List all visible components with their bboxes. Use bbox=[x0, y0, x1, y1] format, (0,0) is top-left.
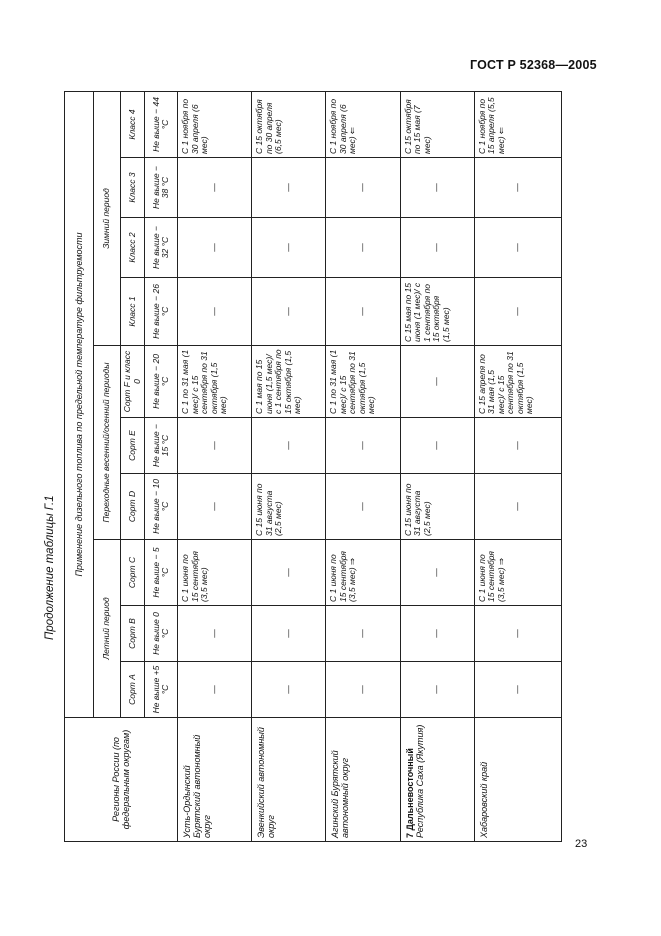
region-cell: Хабаровский край bbox=[474, 718, 561, 842]
table-cell: С 1 ноября по 30 апреля (6 мес) bbox=[178, 92, 252, 158]
table-cell: С 15 апреля по 31 мая (1,5 мес)/ с 15 сентября по 31 октября (1,5 мес) bbox=[474, 346, 561, 418]
table-cell: — bbox=[252, 540, 326, 606]
table-cell: — bbox=[178, 662, 252, 718]
table-cell: — bbox=[252, 418, 326, 474]
region-name: Республика Саха (Якутия) bbox=[414, 724, 425, 838]
table-cell: С 1 по 31 мая (1 мес)/ с 15 сентября по 31 октября (1,5 мес) bbox=[178, 346, 252, 418]
table-cell: С 1 мая по 15 июня (1,5 мес)/ с 1 сентября по 15 октября (1,5 мес) bbox=[252, 346, 326, 418]
table-cell: С 15 мая по 15 июня (1 мес)/ с 1 сентября по 15 октября (1,5 мес) bbox=[400, 278, 474, 346]
table-cell: — bbox=[326, 158, 400, 218]
table-cell: С 1 июня по 15 сентября (3,5 мес) ⇒ bbox=[326, 540, 400, 606]
table-cell: — bbox=[326, 662, 400, 718]
table-cell: С 1 по 31 мая (1 мес)/ с 15 сентября по 31 октября (1,5 мес) bbox=[326, 346, 400, 418]
limit-header: Не выше − 26 °С bbox=[145, 278, 178, 346]
table-cell: С 1 июня по 15 сентября (3,5 мес) bbox=[178, 540, 252, 606]
document-number: ГОСТ Р 52368—2005 bbox=[470, 58, 597, 72]
limit-header: Не выше +5 °С bbox=[145, 662, 178, 718]
table-cell: — bbox=[178, 278, 252, 346]
table-cell: — bbox=[178, 606, 252, 662]
table-cell: — bbox=[400, 218, 474, 278]
grade-header: Класс 1 bbox=[121, 278, 145, 346]
grade-header: Сорт F и класс 0 bbox=[121, 346, 145, 418]
table-row bbox=[400, 92, 474, 842]
region-cell: Усть-Ордынский Бурятский автономный округ bbox=[178, 718, 252, 842]
limit-header: Не выше − 10 °С bbox=[145, 474, 178, 540]
limit-header: Не выше − 20 °С bbox=[145, 346, 178, 418]
table-cell: — bbox=[400, 606, 474, 662]
fuel-table bbox=[64, 91, 562, 842]
table-cell: — bbox=[252, 662, 326, 718]
limit-header: Не выше − 32 °С bbox=[145, 218, 178, 278]
main-column-header: Применение дизельного топлива по предельной температуре фильтруемости bbox=[65, 92, 94, 718]
table-cell: — bbox=[474, 278, 561, 346]
rotated-table bbox=[64, 92, 562, 842]
page-number: 23 bbox=[575, 838, 588, 850]
summer-period-header: Летний период bbox=[94, 540, 121, 718]
table-cell: — bbox=[252, 218, 326, 278]
table-cell: — bbox=[400, 418, 474, 474]
table-row bbox=[326, 92, 400, 842]
grade-header: Класс 3 bbox=[121, 158, 145, 218]
limit-header: Не выше − 5 °С bbox=[145, 540, 178, 606]
limit-header: Не выше 0 °С bbox=[145, 606, 178, 662]
grade-header: Сорт Е bbox=[121, 418, 145, 474]
table-cell: — bbox=[400, 662, 474, 718]
region-cell bbox=[400, 718, 474, 842]
table-row bbox=[252, 92, 326, 842]
table-cell: — bbox=[252, 158, 326, 218]
grade-header: Сорт В bbox=[121, 606, 145, 662]
table-cell: — bbox=[252, 278, 326, 346]
table-continuation-caption: Продолжение таблицы Г.1 bbox=[44, 495, 56, 640]
grade-header: Сорт А bbox=[121, 662, 145, 718]
table-cell: — bbox=[474, 418, 561, 474]
table-cell: — bbox=[400, 540, 474, 606]
table-row bbox=[474, 92, 561, 842]
table-cell: С 1 июня по 15 сентября (3,5 мес) ⇒ bbox=[474, 540, 561, 606]
grade-header: Класс 4 bbox=[121, 92, 145, 158]
region-cell: Агинский Бурятский автономный округ bbox=[326, 718, 400, 842]
table-cell: — bbox=[326, 278, 400, 346]
transition-period-header: Переходные весенний/осенний периоды bbox=[94, 346, 121, 540]
table-cell: — bbox=[326, 606, 400, 662]
table-cell: С 1 ноября по 15 апреля (5,5 мес) ⇐ bbox=[474, 92, 561, 158]
table-cell: — bbox=[326, 218, 400, 278]
table-cell: — bbox=[178, 474, 252, 540]
grade-header: Сорт С bbox=[121, 540, 145, 606]
table-cell: — bbox=[178, 158, 252, 218]
table-cell: — bbox=[400, 346, 474, 418]
table-cell: — bbox=[326, 418, 400, 474]
table-row bbox=[178, 92, 252, 842]
table-cell: — bbox=[474, 662, 561, 718]
grade-header: Класс 2 bbox=[121, 218, 145, 278]
table-cell: С 15 июня по 31 августа (2,5 мес) bbox=[400, 474, 474, 540]
table-cell: — bbox=[252, 606, 326, 662]
table-cell: С 15 октября по 15 мая (7 мес) bbox=[400, 92, 474, 158]
table-cell: — bbox=[178, 218, 252, 278]
winter-period-header: Зимний период bbox=[94, 92, 121, 346]
table-cell: — bbox=[474, 218, 561, 278]
table-cell: — bbox=[474, 606, 561, 662]
table-cell: — bbox=[474, 474, 561, 540]
limit-header: Не выше − 38 °С bbox=[145, 158, 178, 218]
region-column-header: Регионы России (по федеральным округам) bbox=[65, 718, 178, 842]
grade-header: Сорт D bbox=[121, 474, 145, 540]
section-title: 7 Дальневосточный bbox=[404, 748, 415, 838]
table-cell: С 15 октября по 30 апреля (6,5 мес) bbox=[252, 92, 326, 158]
table-cell: — bbox=[400, 158, 474, 218]
limit-header: Не выше − 44 °С bbox=[145, 92, 178, 158]
table-cell: — bbox=[474, 158, 561, 218]
table-cell: — bbox=[326, 474, 400, 540]
limit-header: Не выше − 15 °С bbox=[145, 418, 178, 474]
table-cell: — bbox=[178, 418, 252, 474]
table-cell: С 1 ноября по 30 апреля (6 мес) ⇐ bbox=[326, 92, 400, 158]
region-cell: Эвенкийский автономный округ bbox=[252, 718, 326, 842]
table-cell: С 15 июня по 31 августа (2,5 мес) bbox=[252, 474, 326, 540]
